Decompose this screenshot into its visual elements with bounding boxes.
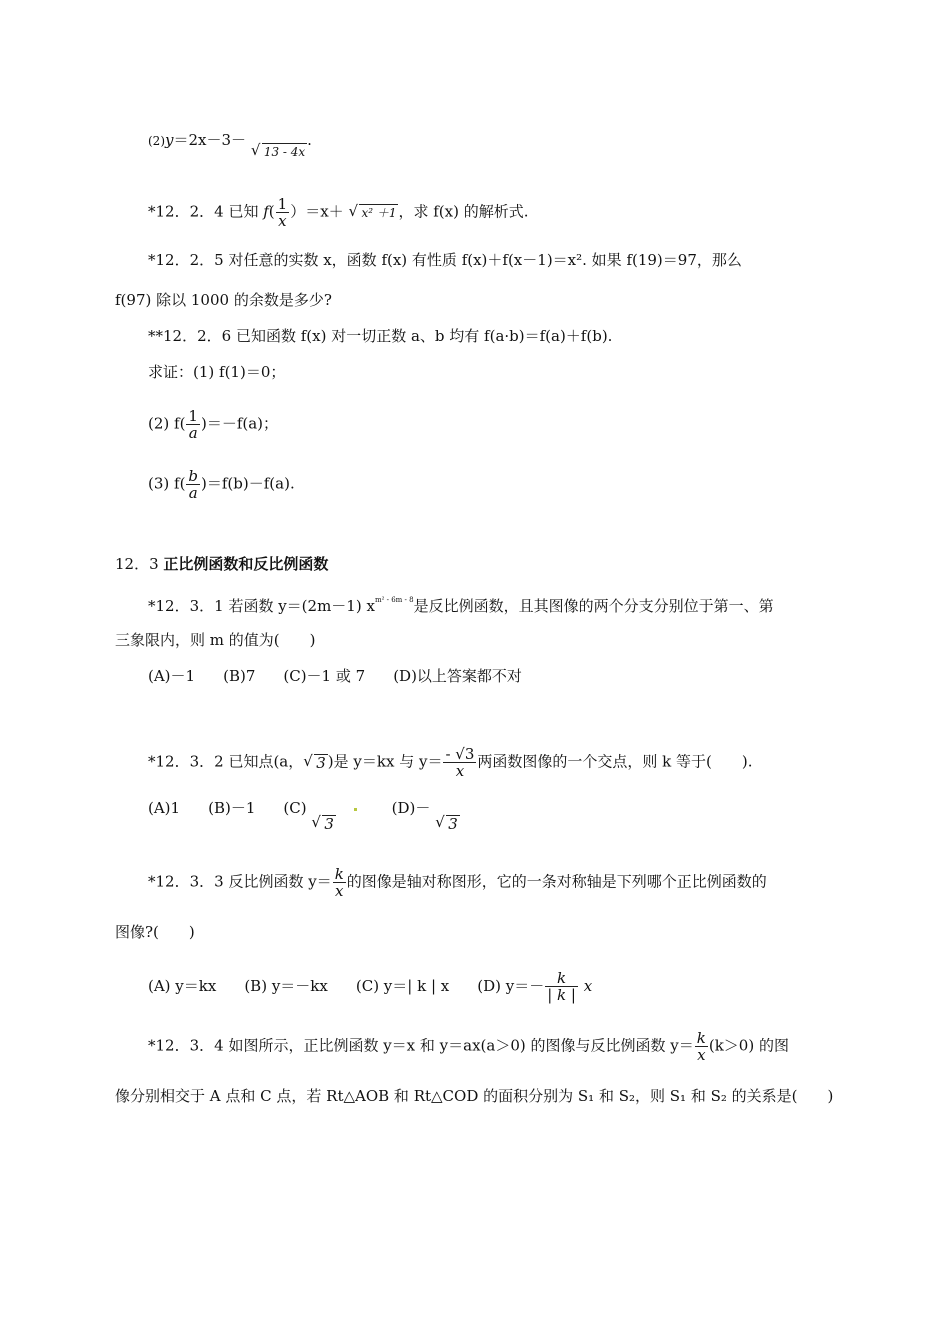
option-d: (D) y＝－ $\frac{k}{| k |}$ x [477,969,593,1004]
sqrt-3: √ 3 [311,812,334,833]
q12-2-3-part2: (2)y＝2x－3－ √ 13 - 4x. [148,131,312,159]
option-d: (D)－ √ 3 [391,799,458,833]
q12-3-3-line2: 图像?( ) [115,923,195,941]
option-b: (B) y＝－kx [244,976,328,995]
part-label: (2) [148,134,165,148]
fraction-k-over-x: $\frac{k}{x}$ [696,1029,706,1064]
q12-3-4-line2: 像分别相交于 A 点和 C 点，若 Rt△AOB 和 Rt△COD 的面积分别为 S₁ 和 S₂，则 S₁ 和 S₂ 的关系是( ) [115,1087,834,1105]
q12-2-6-stem: **12．2．6 已知函数 f(x) 对一切正数 a、b 均有 f(a·b)＝f(a)＋f(b). [148,327,613,345]
sqrt-3: √ 3 [303,752,326,772]
q12-3-1-line2: 三象限内，则 m 的值为( ) [115,631,316,649]
option-c: (C) y＝| k | x [355,976,450,995]
option-b: (B)－1 [208,799,256,817]
sqrt-expression: √ 13 - 4x [250,140,306,159]
q12-2-5-line1: *12．2．5 对任意的实数 x，函数 f(x) 有性质 f(x)＋f(x－1)＝x². 如果 f(19)＝97，那么 [148,251,742,269]
option-c: (C) √ 3 [283,799,334,833]
q12-2-6-proof-intro: 求证：(1) f(1)＝0； [148,363,286,381]
fraction-k-over-x: $\frac{k}{x}$ [334,865,344,900]
option-a: (A)1 [148,799,181,817]
q12-2-5-line2: f(97) 除以 1000 的余数是多少? [115,291,332,309]
option-a: (A) y＝kx [148,976,217,995]
q12-3-2-options [148,798,460,833]
fraction-1-over-x: $\frac{1}{x}$ [277,195,288,230]
exponent: m² - 6m - 8 [374,596,414,604]
q12-3-1-line1: *12．3．1 若函数 y＝(2m－1) $x^{m^2 - 6m - 8}$是反比例函数，且其图像的两个分支分别位于第一、第 [148,596,774,615]
q12-3-3-options [148,970,592,1003]
expression: ＝2x－3－ [173,131,247,149]
option-a: (A)－1 [148,667,196,685]
fraction-1-over-a: $\frac{1}{a}$ [188,407,198,442]
var-y: y [165,131,174,149]
option-c: (C)－1 或 7 [283,667,366,685]
stray-dot [354,808,357,811]
fraction-k-over-abs-k: $\frac{k}{| k |}$ [547,969,576,1004]
option-b: (B)7 [223,667,256,685]
q12-3-2-stem: *12．3．2 已知点(a， √ 3 )是 y＝kx 与 y＝ $\frac{- √3}{x}$ 两函数图像的一个交点，则 k 等于( ). [148,745,753,780]
q12-2-6-part2: (2) f( $\frac{1}{a}$ )＝－f(a)； [148,407,279,442]
q12-2-6-part3: (3) f( $\frac{b}{a}$ )＝f(b)－f(a). [148,467,295,502]
q12-3-4-line1: *12．3．4 如图所示，正比例函数 y＝x 和 y＝ax(a＞0) 的图像与反比例函数 y＝ $\frac{k}{x}$ (k＞0) 的图 [148,1029,789,1064]
section-heading-12-3: 12．3 正比例函数和反比例函数 [115,555,329,573]
q12-2-4: *12．2．4 已知 f( $\frac{1}{x}$ ）＝x＋ √ x² ＋1 ，求 f(x) 的解析式. [148,195,529,230]
fraction-neg-root3-over-x: $\frac{- √3}{x}$ [445,745,475,780]
q12-3-1-options [148,666,550,686]
q12-3-3-line1: *12．3．3 反比例函数 y＝ $\frac{k}{x}$ 的图像是轴对称图形，它的一条对称轴是下列哪个正比例函数的 [148,865,767,900]
fraction-b-over-a: $\frac{b}{a}$ [188,467,199,502]
sqrt-x2-plus-1: √ x² ＋1 [348,202,397,220]
option-d: (D)以上答案都不对 [393,667,522,685]
sqrt-3: √ 3 [435,812,458,833]
